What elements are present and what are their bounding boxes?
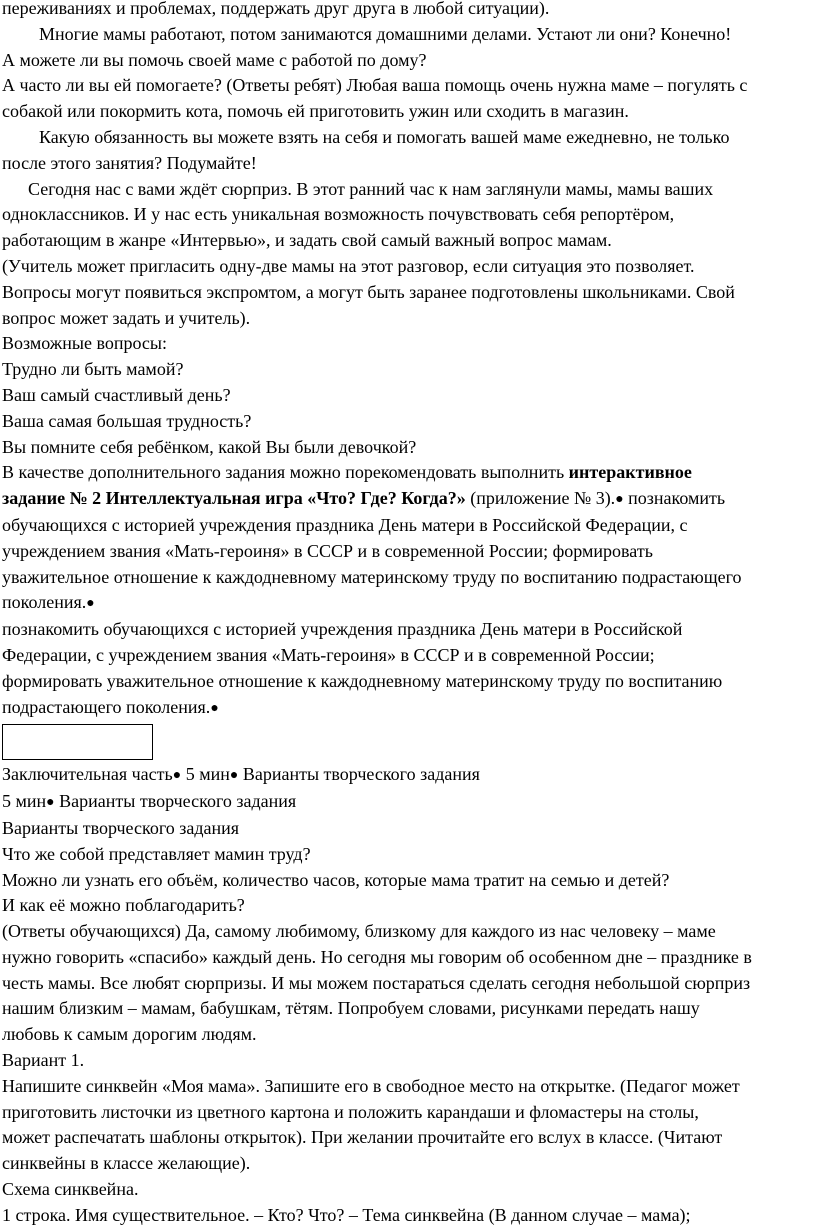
paragraph (2, 486, 814, 513)
paragraph: А можете ли вы помочь своей маме с работой по дому? (2, 49, 427, 70)
paragraph: Варианты творческого задания (2, 817, 240, 838)
bullet-icon: ● (615, 492, 624, 508)
paragraph: нашим близким – мамам, бабушкам, тётям. Попробуем словами, рисунками передать нашу (2, 998, 700, 1019)
paragraph: любовь к самым дорогим людям. (2, 1024, 257, 1045)
paragraph: Что же собой представляет мамин труд? (2, 843, 311, 864)
bold-text: интерактивное (568, 462, 692, 483)
question-item: Вы помните себя ребёнком, какой Вы были девочкой? (2, 436, 417, 457)
paragraph: приготовить листочки из цветного картона и положить карандаши и фломастеры на столы, (2, 1101, 699, 1122)
question-item: Ваша самая большая трудность? (2, 410, 252, 431)
text-run: 5 мин (2, 791, 47, 812)
paragraph: (Ответы обучающихся) Да, самому любимому, близкому для каждого из нас человеку – маме (2, 921, 716, 942)
text-run: Варианты творческого задания (238, 764, 480, 785)
paragraph (2, 789, 814, 816)
document-page (2, 0, 814, 1229)
paragraph: честь мамы. Все любят сюрпризы. И мы можем постараться сделать сегодня небольшой сюрприз (2, 972, 751, 993)
paragraph: 1 строка. Имя существительное. – Кто? Что? – Тема синквейна (В данном случае – мама); (2, 1204, 691, 1225)
questions-heading: Возможные вопросы: (2, 333, 167, 354)
text-run: познакомить (623, 488, 726, 509)
paragraph: познакомить обучающихся с историей учреждения праздника День матери в Российской (2, 619, 683, 640)
paragraph: вопрос может задать и учитель). (2, 307, 251, 328)
paragraph (2, 762, 814, 789)
bullet-icon: ● (86, 596, 95, 612)
variant-heading: Вариант 1. (2, 1050, 85, 1071)
empty-box (2, 724, 153, 760)
paragraph (2, 695, 814, 722)
paragraph: (Учитель может пригласить одну-две мамы на этот разговор, если ситуация это позволяет. (2, 255, 695, 276)
bullet-icon: ● (46, 795, 55, 811)
paragraph: синквейны в классе желающие). (2, 1153, 251, 1174)
bullet-icon: ● (229, 768, 239, 784)
bold-text: задание № 2 Интеллектуальная игра «Что? Где? Когда?» (2, 488, 466, 509)
paragraph: Федерации, с учреждением звания «Мать-героиня» в СССР и в современной России; (2, 644, 655, 665)
paragraph (2, 460, 814, 486)
paragraph: может распечатать шаблоны открыток). При желании прочитайте его вслух в классе. (Читают (2, 1127, 723, 1148)
text-run: 5 мин (181, 764, 230, 785)
text-run: поколения. (2, 592, 87, 613)
paragraph: Вопросы могут появиться экспромтом, а могут быть заранее подготовлены школьниками. Свой (2, 281, 735, 302)
paragraph: обучающихся с историей учреждения праздника День матери в Российской Федерации, с (2, 514, 688, 535)
paragraph: Многие мамы работают, потом занимаются домашними делами. Устают ли они? Конечно! (39, 23, 732, 44)
paragraph: Напишите синквейн «Моя мама». Запишите его в свободное место на открытке. (Педагог может (2, 1075, 740, 1096)
question-item: Трудно ли быть мамой? (2, 359, 184, 380)
paragraph: И как её можно поблагодарить? (2, 895, 245, 916)
text-run: В качестве дополнительного задания можно порекомендовать выполнить (2, 462, 569, 483)
scheme-heading: Схема синквейна. (2, 1179, 139, 1200)
paragraph: собакой или покормить кота, помочь ей приготовить ужин или сходить в магазин. (2, 101, 629, 122)
text-run: Варианты творческого задания (54, 791, 297, 812)
paragraph: одноклассников. И у нас есть уникальная возможность почувствовать себя репортёром, (2, 204, 675, 225)
bullet-icon: ● (210, 700, 219, 716)
text-run: подрастающего поколения. (2, 696, 211, 717)
paragraph: нужно говорить «спасибо» каждый день. Но сегодня мы говорим об особенном дне – празднике в (2, 946, 752, 967)
paragraph (2, 590, 814, 617)
paragraph: Какую обязанность вы можете взять на себя и помогать вашей маме ежедневно, не только (39, 126, 730, 147)
paragraph: после этого занятия? Подумайте! (2, 152, 257, 173)
text-run: (приложение № 3). (465, 488, 616, 509)
paragraph: учреждением звания «Мать-героиня» в СССР и в современной России; формировать (2, 540, 653, 561)
paragraph: работающим в жанре «Интервью», и задать свой самый важный вопрос мамам. (2, 230, 612, 251)
paragraph: уважительное отношение к каждодневному материнскому труду по воспитанию подрастающего (2, 566, 742, 587)
question-item: Ваш самый счастливый день? (2, 384, 231, 405)
paragraph: переживаниях и проблемах, поддержать друг друга в любой ситуации). (2, 0, 550, 18)
text-run: Заключительная часть (2, 764, 173, 785)
paragraph: формировать уважительное отношение к каждодневному материнскому труду по воспитанию (2, 670, 723, 691)
paragraph: Сегодня нас с вами ждёт сюрприз. В этот ранний час к нам заглянули мамы, мамы ваших (28, 178, 714, 199)
bullet-icon: ● (172, 768, 182, 784)
paragraph: А часто ли вы ей помогаете? (Ответы ребят) Любая ваша помощь очень нужна маме – погулять с (2, 75, 748, 96)
paragraph: Можно ли узнать его объём, количество часов, которые мама тратит на семью и детей? (2, 869, 670, 890)
